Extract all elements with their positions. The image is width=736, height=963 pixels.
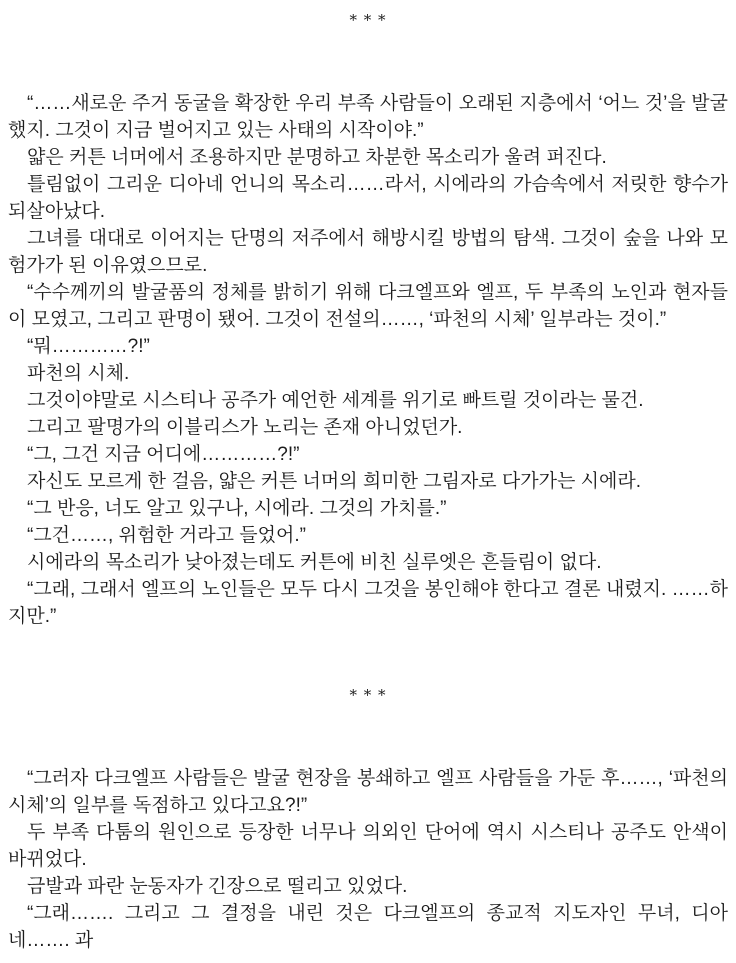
paragraph: 두 부족 다툼의 원인으로 등장한 너무나 의외인 단어에 역시 시스티나 공주도 안색이 바뀌었다. [8, 822, 728, 870]
paragraph: 파천의 시체. [27, 363, 130, 384]
paragraph: 그녀를 대대로 이어지는 단명의 저주에서 해방시킬 방법의 탐색. 그것이 숲을 나와 모험가가 된 이유였으므로. [8, 228, 728, 276]
scene-divider: * * * [349, 11, 387, 29]
paragraph: “수수께끼의 발굴품의 정체를 밝히기 위해 다크엘프와 엘프, 두 부족의 노인과 현자들이 모였고, 그리고 판명이 됐어. 그것이 전설의……, ‘파천의 시체’ 일부라는 것이.” [8, 282, 728, 330]
paragraph: 금발과 파란 눈동자가 긴장으로 떨리고 있었다. [27, 876, 408, 897]
paragraph: 틀림없이 그리운 디아네 언니의 목소리……라서, 시에라의 가슴속에서 저릿한 향수가 되살아났다. [8, 174, 728, 222]
paragraph: “그래……. 그리고 그 결정을 내린 것은 다크엘프의 종교적 지도자인 무녀, 디아네……. 과 [8, 903, 728, 951]
paragraph: “뭐…………?!” [27, 336, 150, 357]
paragraph: “그러자 다크엘프 사람들은 발굴 현장을 봉쇄하고 엘프 사람들을 가둔 후……, ‘파천의 시체’의 일부를 독점하고 있다고요?!” [8, 768, 728, 816]
paragraph: “그, 그건 지금 어디에…………?!” [27, 444, 300, 465]
scene-divider: * * * [349, 686, 387, 704]
paragraph: “……새로운 주거 동굴을 확장한 우리 부족 사람들이 오래된 지층에서 ‘어느 것’을 발굴했지. 그것이 지금 벌어지고 있는 사태의 시작이야.” [8, 93, 728, 141]
paragraph: 시에라의 목소리가 낮아졌는데도 커튼에 비친 실루엣은 흔들림이 없다. [27, 552, 602, 573]
paragraph: “그건……, 위험한 거라고 들었어.” [27, 525, 306, 546]
paragraph: “그래, 그래서 엘프의 노인들은 모두 다시 그것을 봉인해야 한다고 결론 내렸지. ……하지만.” [8, 579, 728, 627]
paragraph: “그 반응, 너도 알고 있구나, 시에라. 그것의 가치를.” [27, 498, 447, 519]
paragraph: 그리고 팔명가의 이블리스가 노리는 존재 아니었던가. [27, 417, 463, 438]
novel-section-2 [8, 765, 728, 954]
paragraph: 자신도 모르게 한 걸음, 얇은 커튼 너머의 희미한 그림자로 다가가는 시에라. [27, 471, 641, 492]
novel-section-1 [8, 90, 728, 630]
novel-page [0, 10, 736, 954]
paragraph: 그것이야말로 시스티나 공주가 예언한 세계를 위기로 빠트릴 것이라는 물건. [27, 390, 644, 411]
paragraph: 얇은 커튼 너머에서 조용하지만 분명하고 차분한 목소리가 울려 퍼진다. [27, 147, 607, 168]
